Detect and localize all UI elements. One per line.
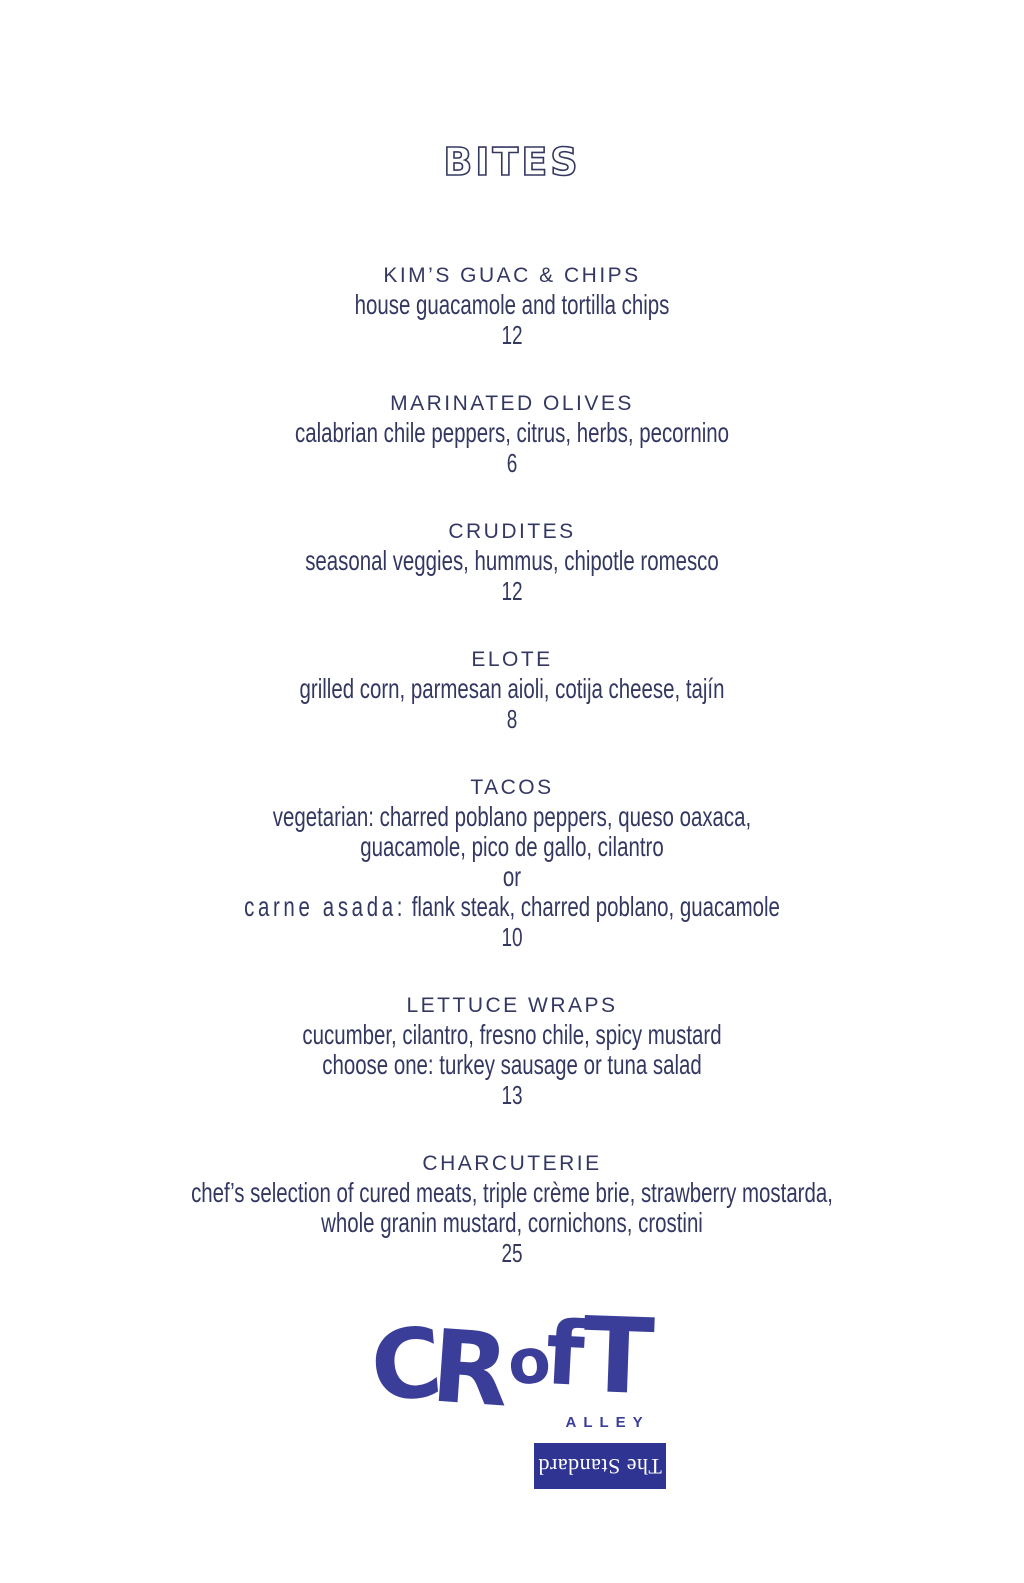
the-standard-badge-text: The Standard [537,1454,662,1479]
item-price: 10 [501,922,523,952]
item-description [0,1020,1024,1080]
item-name: MARINATED OLIVES [390,392,634,415]
item-description-line: or [502,861,522,892]
item-description-line: calabrian chile peppers, citrus, herbs, pecornino [294,417,730,448]
item-description [0,290,1024,320]
item-description-line: house guacamole and tortilla chips [354,289,670,320]
logo-letter-c: C [366,1306,447,1424]
item-price: 25 [501,1238,523,1268]
item-description-line: whole granin mustard, cornichons, crostini [321,1207,703,1238]
item-description-line: vegetarian: charred poblano peppers, queso oaxaca, [272,801,752,832]
logo-subtitle: ALLEY [565,1414,650,1431]
item-price: 12 [501,576,523,606]
item-description [0,418,1024,448]
croft-alley-logo [366,1293,662,1489]
menu-item [0,992,1024,1110]
item-name: LETTUCE WRAPS [406,994,618,1017]
item-description-line: carne asada: flank steak, charred poblano, guacamole [244,891,780,922]
item-name: CHARCUTERIE [422,1152,602,1175]
item-name: KIM’S GUAC & CHIPS [383,264,641,287]
menu-items [0,262,1024,1268]
menu-item [0,774,1024,952]
item-description-line: chef’s selection of cured meats, triple crème brie, strawberry mostarda, [191,1177,833,1208]
logo-letter-t: T [580,1293,656,1419]
item-description-line: guacamole, pico de gallo, cilantro [360,831,664,862]
logo-letter-o: o [505,1323,553,1400]
item-price: 8 [506,704,518,734]
logo-letter-r: R [427,1307,513,1430]
the-standard-badge [534,1443,666,1489]
item-description [0,802,1024,922]
footer [0,1293,1024,1489]
item-description-line: grilled corn, parmesan aioli, cotija cheese, tajín [299,673,725,704]
menu-item [0,1150,1024,1268]
item-name: ELOTE [471,648,553,671]
menu-item [0,390,1024,478]
menu-item [0,518,1024,606]
logo-letter-f: f [543,1301,588,1406]
item-price: 12 [501,320,523,350]
item-description [0,1178,1024,1238]
item-name: TACOS [470,776,554,799]
item-description-line: cucumber, cilantro, fresno chile, spicy mustard [302,1019,722,1050]
menu-item [0,646,1024,734]
menu-item [0,262,1024,350]
item-name: CRUDITES [448,520,576,543]
page-title: BITES [443,140,581,184]
item-description [0,546,1024,576]
item-description-line: seasonal veggies, hummus, chipotle romesco [305,545,719,576]
item-price: 6 [506,448,518,478]
item-description-line: choose one: turkey sausage or tuna salad [322,1049,702,1080]
item-description [0,674,1024,704]
item-price: 13 [501,1080,523,1110]
